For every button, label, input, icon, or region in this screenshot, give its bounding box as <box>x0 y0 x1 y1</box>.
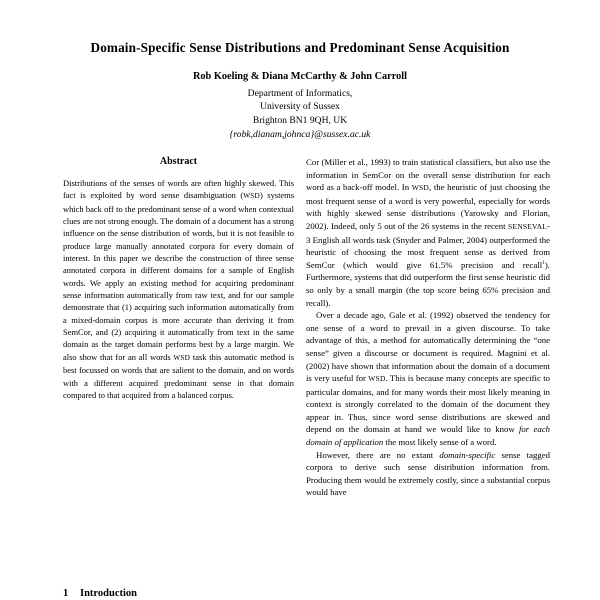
paragraph-text: Over a decade ago, Gale et al. (1992) observed the tendency for one sense of a word to prevail in a given discourse. To take advantage of this, a method for automatically determining the “one sense” given a discourse or document is required. Magnini et al. (2002) have shown that information about the domain of a document is very useful for <box>306 310 550 384</box>
paragraph-text: , the heuristic of just choosing the most frequent sense of a word is very powerful, especially for words with highly skewed sense distributions (Yarowsky and Florian, 2002). Indeed, only 5 out of the 26 systems in the recent <box>306 182 550 231</box>
section-heading-introduction <box>63 588 294 600</box>
emphasis-text: domain-specific <box>439 449 496 460</box>
paragraph-text: However, there are no extant <box>316 449 440 460</box>
column-left <box>63 156 294 600</box>
acronym-wsd: WSD <box>243 192 260 201</box>
page-title: Domain-Specific Sense Distributions and Predominant Sense Acquisition <box>90 40 510 55</box>
paragraph-text: -3 English all words task (Snyder and Palmer, 2004) outperformed the heuristic of choosing the most frequent sense as derived from SemCor (which would give 61.5% precision and recall <box>306 220 550 270</box>
affiliation-line-department: Department of Informatics, <box>247 87 353 99</box>
abstract-text-3: task this automatic method is best focussed on words that are salient to the domain, and on words with a different acquired predominant sense in that domain compared to that acquired from a balanced corpus. <box>63 351 294 400</box>
column-right <box>306 156 550 600</box>
affiliation-block <box>0 87 600 142</box>
body-paragraph <box>306 309 550 449</box>
section-title: Introduction <box>80 588 137 599</box>
abstract-paragraph <box>63 177 294 401</box>
paragraph-text: sense tagged corpora to derive such sense distribution information from. Producing them would be extremely costly, since a substantial corpus would have <box>306 449 550 498</box>
paragraph-text: Cor (Miller et al., 1993) to train statistical classifiers, but also use the information in SemCor on the overall sense distribution for each word as a back-off model. In <box>306 157 550 193</box>
body-columns <box>0 156 600 600</box>
section-number: 1 <box>63 588 69 599</box>
paragraph-text: the most likely sense of a word. <box>383 437 497 448</box>
abstract-heading: Abstract <box>159 156 198 167</box>
title-block <box>0 0 600 142</box>
author-list: Rob Koeling & Diana McCarthy & John Carroll <box>192 70 408 82</box>
body-paragraph <box>306 449 550 499</box>
emphasis-text: for each domain of application <box>306 424 550 448</box>
paragraph-text: ). Furthermore, systems that did outperform the first sense heuristic did so only by a small margin (the top score being 65% precision and recall). <box>306 259 550 308</box>
footnote-marker: 1 <box>542 259 545 266</box>
acronym-wsd: WSD <box>173 353 191 362</box>
contact-email: {robk,dianam,johnca}@sussex.ac.uk <box>229 128 371 140</box>
acronym-senseval: SENSEVAL <box>508 221 548 231</box>
paragraph-text: . This is because many concepts are specific to particular domains, and for many words their most likely meaning in context is strongly correlated to the domain of the document they appear in. Thus, since word sense distributions are skewed and depend on the domain at hand we would like to know <box>306 373 550 435</box>
affiliation-line-university: University of Sussex <box>260 101 340 113</box>
body-paragraph <box>306 156 550 309</box>
abstract-text-2: ) systems which back off to the predominant sense of a word when contextual clues are not strong enough. The domain of a document has a strong influence on the sense distribution of words, but it is not feasible to produce large manually annotated corpora for every domain of interest. In this paper we describe the construction of three sense annotated corpora in different domains for a sample of English words. We apply an existing method for acquiring predominant sense information automatically from raw text, and for our sample demonstrate that (1) acquiring such information automatically from a mixed-domain corpus is more accurate than deriving it from SemCor, and (2) acquiring it automatically from text in the same domain as the target domain performs best by a large margin. We also show that for an all words <box>63 190 294 362</box>
acronym-wsd: WSD <box>411 183 430 193</box>
acronym-wsd: WSD <box>368 374 386 384</box>
abstract-text-1: Distributions of the senses of words are often highly skewed. This fact is exploited by word sense disambiguation ( <box>63 178 294 201</box>
affiliation-line-address: Brighton BN1 9QH, UK <box>252 115 348 127</box>
